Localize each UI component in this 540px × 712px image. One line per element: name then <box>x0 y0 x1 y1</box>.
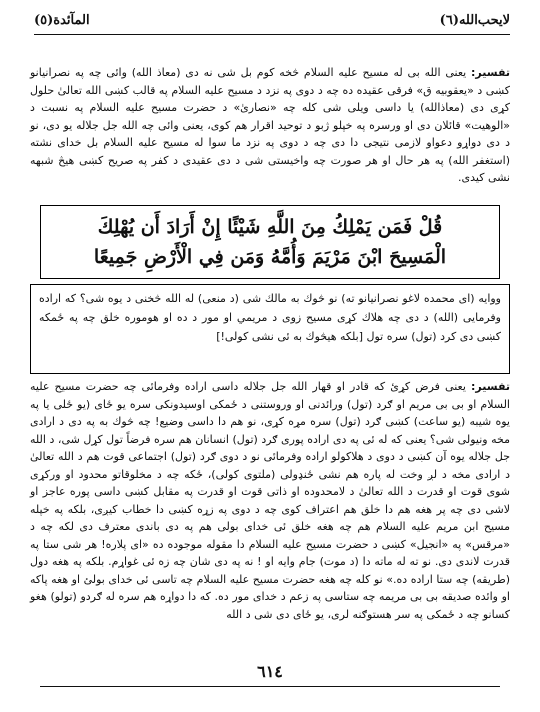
page-number: ٦١٤ <box>257 662 283 681</box>
tafsir-text: يعنى فرض كړئ كه قادر او قهار الله جل جلاله داسى اراده وفرمائى چه حضرت مسيح عليه السلام او بى بى مريم او ګرد (تول) ورائدنى او وروستنى د ځمكى اوسيدونكى سره يو ځاى (يو ځلى يا په يوه شيبه (يو ساعت) كښى ګرد (تول) سره مړه كړى، نو هم دا داسى وضيع! چه څوك به په دى د ارادى مخه ونيولى شى؟ يعنى كه له ئى په دى اراده پورى ګرد (تول) انسانان هم سره فرضاً تول كړل شى، د الله جل جلاله يوه آن كښى د دوى د هلاكولو اراده وفرمائى نو د دوى ګرد (تول) اجتماعى قوت هم د الله تعالىٰ د ارادى مخه د لږ وخت له پاره هم نشى ځنډولى (ملتوى كولى)، ځكه چه د مخلوقاتو محدود او وركړى شوى قوت او قدرت د الله تعالىٰ د لامحدوده او ذاتى قوت او قدرت په مقابل كښى داسى پوره عاجز او لاشى دى چه پر هغه هم دا خلق هم اعتراف كوى چه د دوى په زړه كښى دا خطاب كيږى، بلكه په خپله مسيح ابن مريم عليه السلام هم چه هغه خلق ئى خداى بولى هم په دى باندى معترف دى لكه چه د «مرقس» په «انجيل» كښى د حضرت مسيح عليه السلام دا مقوله موجوده ده «اى پلاره! هر شى ستا په قدرت لاندى دى. نو ته له ماته دا (د موت) جام وايه او ! نه په دى شان چه زه ئى غواړم. بلكه په هغه دول (طريقه) چه ستا اراده ده.» نو كله چه هغه حضرت مسيح عليه السلام چه تاسى ئى خداى بولئ او هغه پاكه او وائده صديقه بى بى مريمه چه ستاسى په زعم د خداى مور ده. كه دا دواړه هم سره له ګردو (تولو) هغو كسانو چه د ځمكى په سر هستوګنه لرى، يو ځاى دى شى د الله <box>30 380 510 621</box>
quran-verse-box <box>40 205 500 279</box>
tafsir-label: تفسير: <box>471 66 510 79</box>
tafsir-paragraph-1 <box>30 64 510 187</box>
tafsir-paragraph-2 <box>30 378 510 623</box>
tafsir-label: تفسير: <box>471 380 510 393</box>
footer-divider <box>40 686 500 687</box>
header-juz-title: لايحب‌الله(٦) <box>439 13 510 28</box>
translation-box <box>30 284 510 374</box>
tafsir-text: يعنى الله بى له مسيح عليه السلام څخه كوم بل شى نه دى (معاذ الله) وائى چه په نصرانيانو كښى د «يعقوبيه ق» فرقى عقيده ده چه د دوى په نزد د مسيح عليه السلام په قالب كښى الله تعالىٰ حلول كړى دى (معاذالله) يا داسى ويلى شى كله چه «نصارىٰ» د حضرت مسيح عليه السلام په نسبت د «الوهيت» قائلان دى او ورسره په خپلو ژبو د توحيد اقرار هم كوى، يعنى وائى چه الله جل جلاله يو دى، نو د دى دواړو دعواو لازمى نتيجى دا دى چه د دوى په نزد ما سوا له مسيح عليه السلام بل خداى نشته (استغفر الله) په هر حال او هر صورت چه واخيستى شى د دى عقيدى د كفر په صريح كښى هيڅ شبهه نشى كيدى. <box>30 66 510 184</box>
header-divider <box>34 34 510 35</box>
verse-line-2: الْمَسِيحَ ابْنَ مَرْيَمَ وَأُمَّهُ وَمَن فِي الْأَرْضِ جَمِيعًا <box>93 246 447 268</box>
translation-text: ووايه (اى محمده لاغو نصرانيانو ته) نو څوك به مالك شى (د منعى) له الله څخنى د يوه شى؟ كه اراده وفرمايى (الله) د دى چه هلاك كړى مسيح زوى د مريمي او مور د ده او هوموره خلق چه په ځمكه كښى دى كرد (تول) سره تول [بلكه هيڅوك به ئى نشى كولى!] <box>39 292 501 343</box>
page-header <box>34 6 510 28</box>
header-surah-title: المآئدة(٥) <box>34 13 90 28</box>
verse-line-1: قُلْ فَمَن يَمْلِكُ مِنَ اللَّهِ شَيْئًا إِنْ أَرَادَ أَن يُهْلِكَ <box>97 216 443 238</box>
